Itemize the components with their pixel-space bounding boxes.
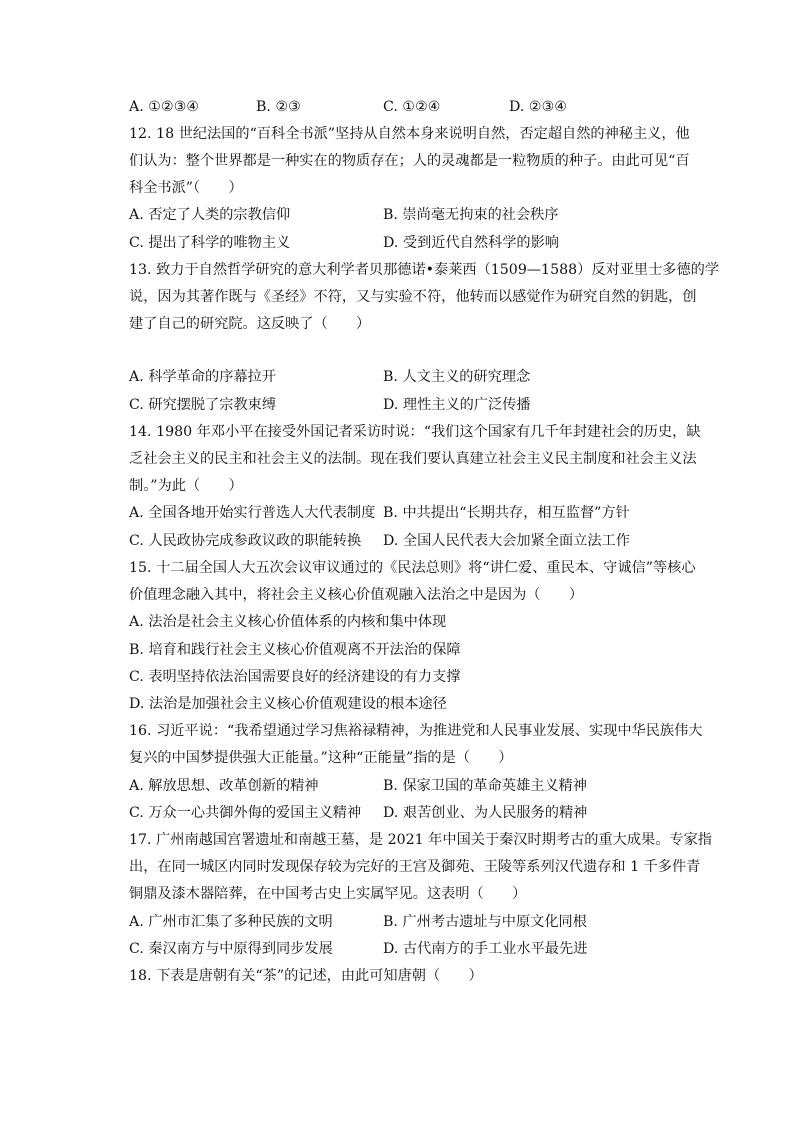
question-stem-line: 乏社会主义的民主和社会主义的法制。现在我们要认真建立社会主义民主制度和社会主义法 [129, 451, 697, 467]
option-a: A. ①②③④ [129, 99, 200, 115]
option-a: A. 全国各地开始实行普选人大代表制度 [129, 505, 376, 521]
question-stem-line: 13. 致力于自然哲学研究的意大利学者贝那德诺•泰莱西（1509—1588）反对亚里士多德的学 [129, 262, 720, 278]
option-b: B. 保家卫国的革命英雄主义精神 [383, 778, 587, 794]
option-a: A. 解放思想、改革创新的精神 [129, 778, 319, 794]
option-a: A. 否定了人类的宗教信仰 [129, 207, 291, 223]
question-stem-line: 建了自己的研究院。这反映了（ ） [129, 316, 371, 332]
option-c: C. 人民政协完成参政议政的职能转换 [129, 533, 362, 549]
question-stem-line: 说，因为其著作既与《圣经》不符，又与实验不符，他转而以感觉作为研究自然的钥匙，创 [129, 289, 697, 305]
option-b: B. 人文主义的研究理念 [383, 369, 531, 385]
question-stem-line: 价值理念融入其中，将社会主义核心价值观融入法治之中是因为（ ） [129, 587, 584, 603]
option-b: B. 中共提出“长期共存，相互监督”方针 [383, 505, 630, 521]
question-stem-line: 18. 下表是唐朝有关“茶”的记述，由此可知唐朝（ ） [129, 968, 483, 984]
option-b: B. 崇尚毫无拘束的社会秩序 [383, 207, 559, 223]
option-d: D. 法治是加强社会主义核心价值观建设的根本途径 [129, 696, 447, 712]
question-stem-line: 们认为：整个世界都是一种实在的物质存在；人的灵魂都是一粒物质的种子。由此可见“百 [129, 153, 690, 169]
option-d: D. 受到近代自然科学的影响 [383, 235, 559, 251]
option-b: B. ②③ [256, 99, 301, 115]
option-c: C. 表明坚持依法治国需要良好的经济建设的有力支撑 [129, 669, 461, 685]
option-a: A. 科学革命的序幕拉开 [129, 369, 276, 385]
option-c: C. 秦汉南方与中原得到同步发展 [129, 941, 333, 957]
question-stem-line: 科全书派”（ ） [129, 180, 243, 196]
option-c: C. ①②④ [383, 99, 441, 115]
question-stem-line: 14. 1980 年邓小平在接受外国记者采访时说：“我们这个国家有几千年封建社会的历史，缺 [129, 424, 701, 440]
question-stem-line: 铜鼎及漆木器陪葬，在中国考古史上实属罕见。这表明（ ） [129, 886, 527, 902]
option-b: B. 培育和践行社会主义核心价值观离不开法治的保障 [129, 642, 461, 658]
option-d: D. 艰苦创业、为人民服务的精神 [383, 805, 588, 821]
question-stem-line: 出，在同一城区内同时发现保存较为完好的王宫及御苑、王陵等系列汉代遗存和 1 千多件青 [129, 859, 701, 875]
option-c: C. 提出了科学的唯物主义 [129, 235, 291, 251]
option-d: D. 古代南方的手工业水平最先进 [383, 941, 588, 957]
question-stem-line: 17. 广州南越国宫署遗址和南越王墓，是 2021 年中国关于秦汉时期考古的重大成果。专家指 [129, 832, 712, 848]
question-stem-line: 12. 18 世纪法国的“百科全书派”坚持从自然本身来说明自然，否定超自然的神秘主义，他 [129, 126, 690, 142]
question-stem-line: 15. 十二届全国人大五次会议审议通过的《民法总则》将“讲仁爱、重民本、守诚信”等核心 [129, 560, 696, 576]
question-stem-line: 16. 习近平说：“我希望通过学习焦裕禄精神，为推进党和人民事业发展、实现中华民族伟大 [129, 723, 703, 739]
option-d: D. ②③④ [509, 99, 568, 115]
question-stem-line: 复兴的中国梦提供强大正能量。”这种“正能量”指的是（ ） [129, 750, 513, 766]
question-stem-line: 制。”为此（ ） [129, 478, 243, 494]
option-a: A. 法治是社会主义核心价值体系的内核和集中体现 [129, 614, 447, 630]
option-c: C. 研究摆脱了宗教束缚 [129, 397, 277, 413]
option-b: B. 广州考古遗址与中原文化同根 [383, 914, 587, 930]
option-a: A. 广州市汇集了多种民族的文明 [129, 914, 333, 930]
option-c: C. 万众一心共御外侮的爱国主义精神 [129, 805, 362, 821]
option-d: D. 理性主义的广泛传播 [383, 397, 531, 413]
option-d: D. 全国人民代表大会加紧全面立法工作 [383, 533, 630, 549]
